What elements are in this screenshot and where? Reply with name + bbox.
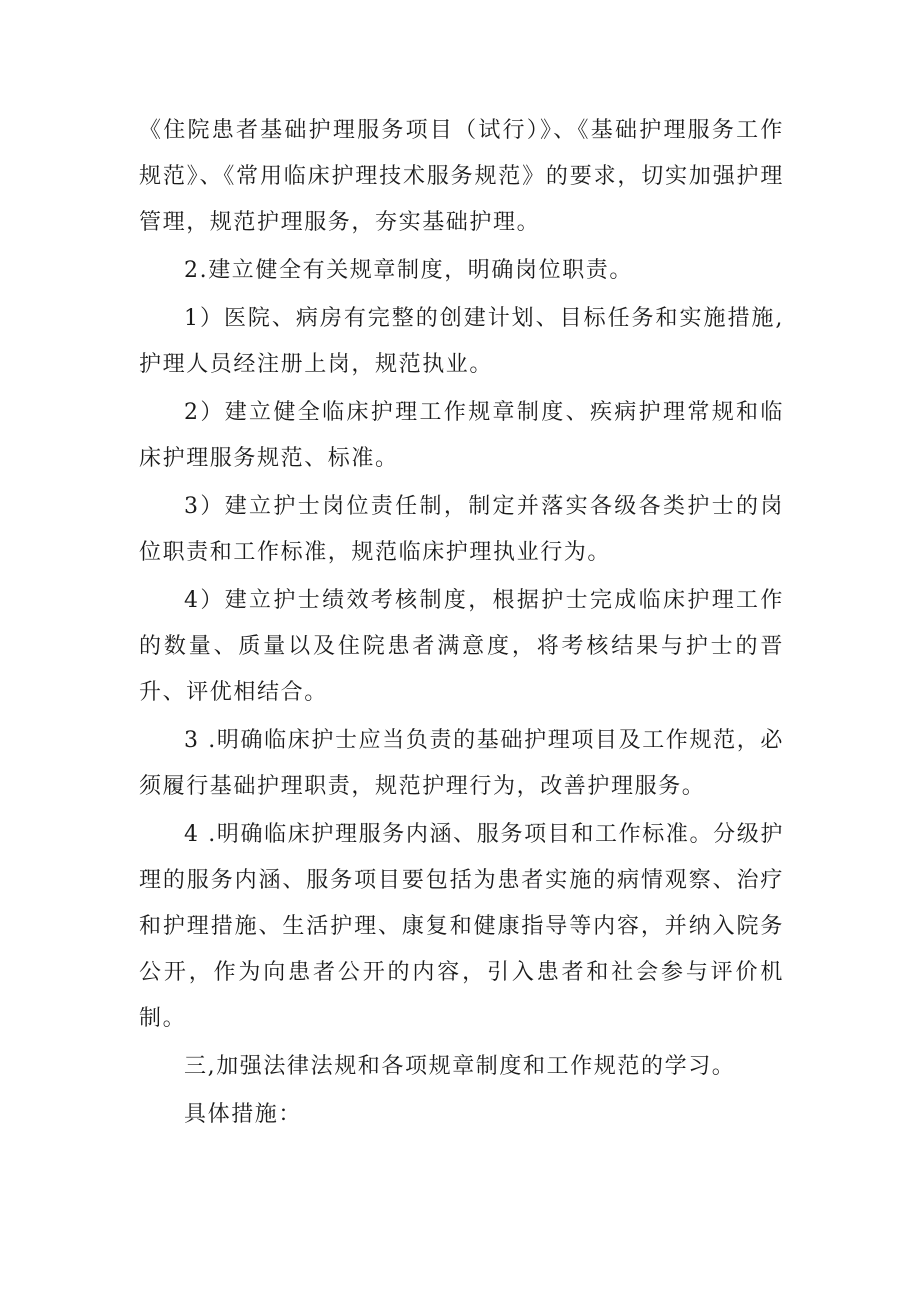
paragraph-subitem-3: 3）建立护士岗位责任制，制定并落实各级各类护士的岗位职责和工作标准，规范临床护理执业行为。 xyxy=(139,494,784,565)
paragraph-subitem-4: 4）建立护士绩效考核制度，根据护士完成临床护理工作的数量、质量以及住院患者满意度，将考核结果与护士的晋升、评优相结合。 xyxy=(139,588,784,705)
paragraph-continuation: 《住院患者基础护理服务项目（试行）》、《基础护理服务工作规范》、《常用临床护理技术服务规范》的要求，切实加强护理管理，规范护理服务，夯实基础护理。 xyxy=(139,118,784,235)
paragraph-subitem-2: 2）建立健全临床护理工作规章制度、疾病护理常规和临床护理服务规范、标准。 xyxy=(139,400,784,471)
paragraph-subitem-1: 1）医院、病房有完整的创建计划、目标任务和实施措施,护理人员经注册上岗，规范执业。 xyxy=(139,306,784,377)
section-heading-3: 三,加强法律法规和各项规章制度和工作规范的学习。 xyxy=(184,1054,736,1079)
paragraph-measures-label: 具体措施： xyxy=(184,1102,303,1127)
paragraph-item-4: 4 .明确临床护理服务内涵、服务项目和工作标准。分级护理的服务内涵、服务项目要包括为患者实施的病情观察、治疗和护理措施、生活护理、康复和健康指导等内容，并纳入院务公开，作为向患者公开的内容，引入患者和社会参与评价机制。 xyxy=(139,822,784,1031)
paragraph-item-2: 2.建立健全有关规章制度，明确岗位职责。 xyxy=(184,258,633,283)
paragraph-item-3: 3 .明确临床护士应当负责的基础护理项目及工作规范，必须履行基础护理职责，规范护理行为，改善护理服务。 xyxy=(139,728,784,799)
document-body xyxy=(139,108,784,1140)
